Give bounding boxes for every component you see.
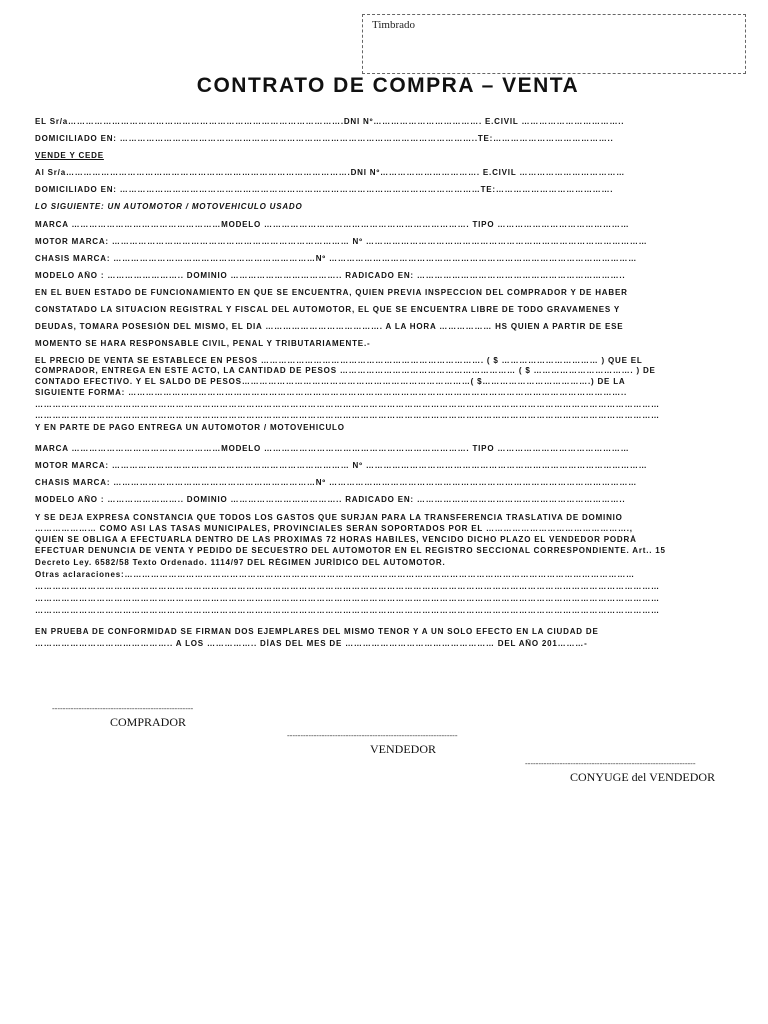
price-text: CONTADO EFECTIVO. Y EL SALDO DE PESOS……………………………………………………………………( $……………………………….) DE LA <box>35 377 626 386</box>
condition-text: MOMENTO SE HARA RESPONSABLE CIVIL, PENAL Y TRIBUTARIAMENTE.- <box>35 339 371 348</box>
vehicle-model-line: MODELO AÑO : …………………….. DOMINIO ……………………………….. RADICADO EN: …………………………………………………………….. <box>35 271 626 280</box>
seller-name-line: EL Sr/a………………………………………………………………………………….DNI Nº………………………………. E.CIVIL …………………………….. <box>35 117 625 126</box>
condition-text: DEUDAS, TOMARA POSESIÓN DEL MISMO, EL DIA …………………………………. A LA HORA ……………… HS QUIEN A PARTIR DE ESE <box>35 322 624 331</box>
buyer-signature-label: COMPRADOR <box>110 715 187 729</box>
trade-in-motor-line: MOTOR MARCA: ……………………………………………………………………… Nº …………………………………………………………………………………… <box>35 461 648 470</box>
fill-line: …………………………………………………………………………………………………………………………………………………………………………………………… <box>35 594 660 603</box>
expenses-text: Decreto Ley. 6582/58 Texto Ordenado. 1114/97 DEL RÉGIMEN JURÍDICO DEL AUTOMOTOR. <box>35 558 446 567</box>
sells-heading: VENDE Y CEDE <box>35 151 104 160</box>
vehicle-motor-line: MOTOR MARCA: ……………………………………………………………………… Nº …………………………………………………………………………………… <box>35 237 648 246</box>
object-heading: LO SIGUIENTE: UN AUTOMOTOR / MOTOVEHICULO USADO <box>35 202 303 211</box>
price-text: SIGUIENTE FORMA: …………………………………………………………………………………………………………………………………………………….. <box>35 388 627 397</box>
buyer-address-line: DOMICILIADO EN: ……………………………………………………………………………………………………………TE:…………………………………. <box>35 185 614 194</box>
buyer-name-line: Al Sr/a…………………………………………………………………………………….DNI Nº……………………………. E.CIVIL ……………………………… <box>35 168 625 177</box>
expenses-text: EFECTUAR DENUNCIA DE VENTA Y PEDIDO DE SECUESTRO DEL AUTOMOTOR EN EL REGISTRO SECCIONAL CORRESPONDIENTE. Art.. 15 <box>35 546 666 555</box>
seller-address-line: DOMICILIADO EN: …………………………………………………………………………………………………………..TE:………………………………….. <box>35 134 614 143</box>
vehicle-chassis-line: CHASIS MARCA: ……………………………………………………………Nº …………………………………………………………………………………………… <box>35 254 638 263</box>
condition-text: CONSTATADO LA SITUACION REGISTRAL Y FISCAL DEL AUTOMOTOR, EL QUE SE ENCUENTRA LIBRE DE TODO GRAVAMENES Y <box>35 305 621 314</box>
fill-line: …………………………………………………………………………………………………………………………………………………………………………………………… <box>35 606 660 615</box>
trade-in-heading: Y EN PARTE DE PAGO ENTREGA UN AUTOMOTOR / MOTOVEHICULO <box>35 423 345 432</box>
expenses-text: Y SE DEJA EXPRESA CONSTANCIA QUE TODOS LOS GASTOS QUE SURJAN PARA LA TRANSFERENCIA TRASLATIVA DE DOMINIO <box>35 513 623 522</box>
seller-signature-line: ---------------------------------------------------------------- <box>287 731 458 740</box>
fill-line: …………………………………………………………………………………………………………………………………………………………………………………………… <box>35 411 660 420</box>
other-notes-line: Otras aclaraciones:………………………………………………………………………………………………………………………………………………………… <box>35 570 635 579</box>
conformity-text: ……………………………………….. A LOS …………….. DÍAS DEL MES DE …………………………………………… DEL AÑO 201………- <box>35 639 588 648</box>
spouse-signature-label: CONYUGE del VENDEDOR <box>570 770 716 784</box>
price-text: EL PRECIO DE VENTA SE ESTABLECE EN PESOS …………………………………………………………………. ( $ …………………………… ) QUE EL <box>35 356 643 365</box>
fill-line: …………………………………………………………………………………………………………………………………………………………………………………………… <box>35 400 660 409</box>
vehicle-brand-line: MARCA ……………………………………………MODELO ……………………………………………………………. TIPO ……………………………………… <box>35 220 630 229</box>
stamp-box <box>362 14 746 74</box>
fill-line: …………………………………………………………………………………………………………………………………………………………………………………………… <box>35 582 660 591</box>
page-title: CONTRATO DE COMPRA – VENTA <box>196 74 580 97</box>
expenses-text: QUIÉN SE OBLIGA A EFECTUARLA DENTRO DE LAS PROXIMAS 72 HORAS HABILES, VENCIDO DICHO PLAZO EL VENDEDOR PODRÁ <box>35 535 637 544</box>
buyer-signature-line: ----------------------------------------------------- <box>52 704 194 713</box>
trade-in-model-line: MODELO AÑO : …………………….. DOMINIO ……………………………….. RADICADO EN: …………………………………………………………….. <box>35 495 626 504</box>
spouse-signature-line: ---------------------------------------------------------------- <box>525 759 696 768</box>
price-text: COMPRADOR, ENTREGA EN ESTE ACTO, LA CANTIDAD DE PESOS …………………………………………………… ( $ ……………………………. ) DE <box>35 366 656 375</box>
trade-in-chassis-line: CHASIS MARCA: ……………………………………………………………Nº …………………………………………………………………………………………… <box>35 478 638 487</box>
seller-signature-label: VENDEDOR <box>370 742 436 756</box>
condition-text: EN EL BUEN ESTADO DE FUNCIONAMIENTO EN QUE SE ENCUENTRA, QUIEN PREVIA INSPECCION DEL COMPRADOR Y DE HABER <box>35 288 628 297</box>
trade-in-brand-line: MARCA ……………………………………………MODELO ……………………………………………………………. TIPO ……………………………………… <box>35 444 630 453</box>
conformity-text: EN PRUEBA DE CONFORMIDAD SE FIRMAN DOS EJEMPLARES DEL MISMO TENOR Y A UN SOLO EFECTO EN LA CIUDAD DE <box>35 627 599 636</box>
stamp-label: Timbrado <box>372 19 415 31</box>
expenses-text: ………………… COMO ASI LAS TASAS MUNICIPALES, PROVINCIALES SERÁN SOPORTADOS POR EL …………………………………………., <box>35 524 633 533</box>
